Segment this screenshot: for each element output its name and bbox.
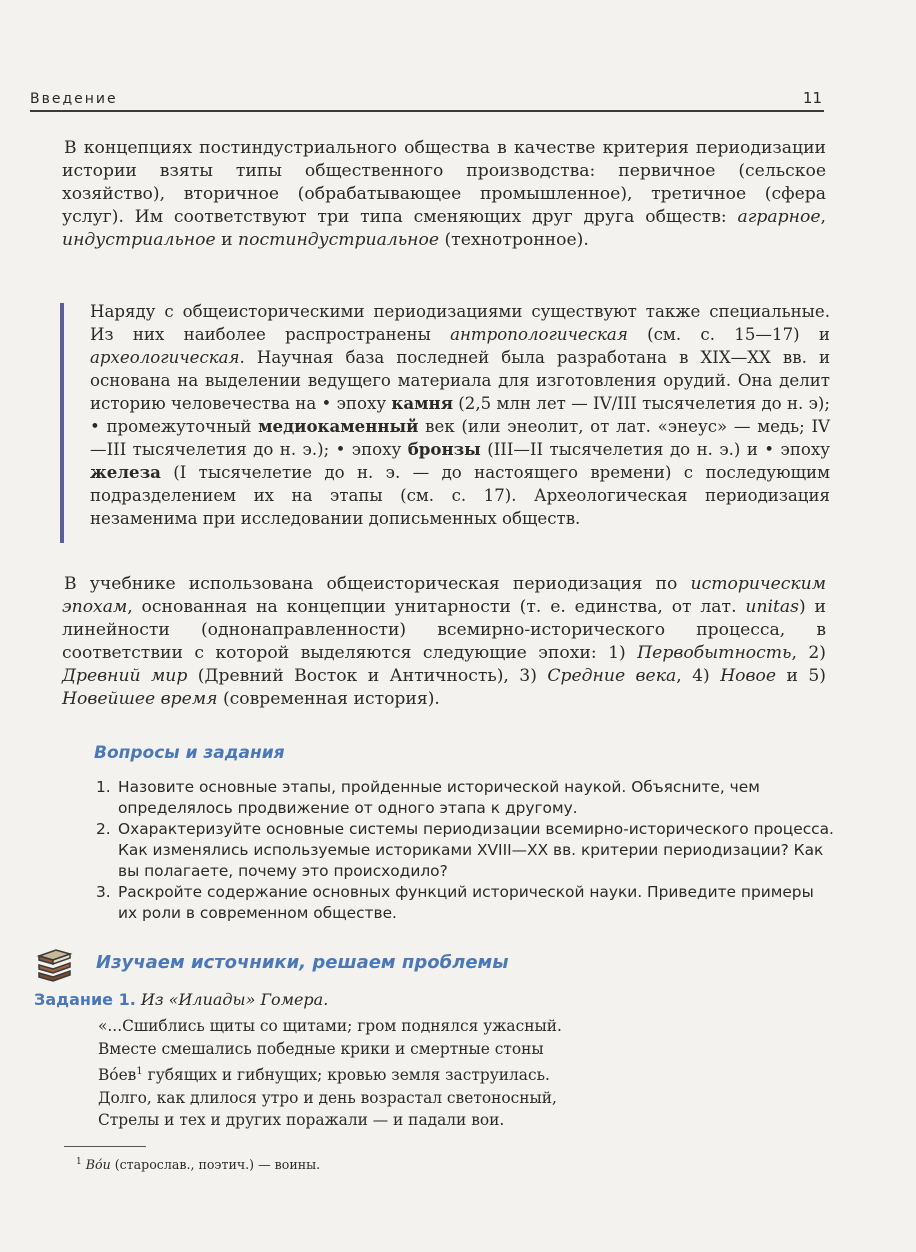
italic-term: антропологическая xyxy=(450,325,628,344)
footnote-divider xyxy=(64,1146,146,1147)
sources-heading: Изучаем источники, решаем проблемы xyxy=(96,952,509,973)
footnote-marker: 1 xyxy=(136,1065,143,1077)
italic-term: археологическая xyxy=(90,348,240,367)
text-run: (см. с. 15—17) и xyxy=(627,325,830,344)
poem-line: Долго, как длилося утро и день возрастал светоносный, xyxy=(98,1088,557,1107)
text-run: , основанная на концепции унитарности (т. е. единства, от лат. xyxy=(127,597,746,617)
text-run: (старослав., поэтич.) — воины. xyxy=(110,1157,321,1173)
list-item xyxy=(96,777,834,819)
text-run: ) и линейности (однонаправленности) всемирно-исторического процесса, в соответствии с которой выделяются следующие эпохи: 1) xyxy=(62,597,827,663)
sidebar-text xyxy=(90,300,830,530)
text-run: (I тысячелетие до н. э. — до настоящего времени) с последующим подразделением их на этапы (см. с. 17). Археологическая периодизация незаменима при исследовании дописьменных обществ. xyxy=(90,463,830,528)
page-number: 11 xyxy=(802,89,822,107)
poem-quote xyxy=(98,1015,658,1132)
footnote-marker: 1 xyxy=(76,1157,82,1167)
text-run: Наряду с общеисторическими периодизациями существуют также специальные. Из них наиболее распространены xyxy=(90,302,830,344)
text-run: В концепциях постиндустриального общества в качестве критерия периодизации истории взяты типы общественного производства: первичное (сельское хозяйство), вторичное (обрабатывающее промышленное), третичное (сфера услуг). Им соответствуют три типа сменяющих друг друга обществ: xyxy=(62,138,826,227)
bold-term: железа xyxy=(90,462,161,482)
task-text: Из «Илиады» Гомера. xyxy=(140,990,329,1009)
italic-term: индустриальное xyxy=(62,230,216,250)
text-run: (Древний Восток и Античность), 3) xyxy=(187,666,548,686)
footnote xyxy=(76,1157,320,1172)
text-run: , xyxy=(820,207,826,227)
task-title xyxy=(34,990,328,1009)
italic-term: историческим эпохам xyxy=(62,574,826,617)
list-item xyxy=(96,882,834,924)
italic-term: Средние века xyxy=(547,666,677,686)
text-run: . Научная база последней была разработана в XIX—XX вв. и основана на выделении ведущего материала для изготовления орудий. Она делит историю человечества на • эпоху xyxy=(90,348,830,413)
paragraph-periodization xyxy=(62,573,826,711)
paragraph-postindustrial xyxy=(62,137,826,252)
italic-term: Древний мир xyxy=(62,666,188,686)
sidebar-note xyxy=(60,293,832,551)
italic-term: аграрное xyxy=(737,207,821,227)
italic-term: Новейшее время xyxy=(62,689,218,709)
poem-line: «...Сшиблись щиты со щитами; гром поднялся ужасный. xyxy=(98,1017,562,1035)
questions-heading: Вопросы и задания xyxy=(94,743,285,763)
text-run: губящих и гибнущих; кровью земля заструилась. xyxy=(142,1065,550,1084)
list-number: 3. xyxy=(96,883,111,901)
text-run: В учебнике использована общеисторическая периодизация по xyxy=(64,574,691,594)
bold-term: бронзы xyxy=(407,439,481,459)
list-text: Назовите основные этапы, пройденные исторической наукой. Объясните, чем определялось продвижение от одного этапа к другому. xyxy=(118,778,760,817)
list-text: Охарактеризуйте основные системы периодизации всемирно-исторического процесса. Как изменялись используемые историками XVIII—XX вв. критерии периодизации? Как вы полагаете, почему это происходило? xyxy=(118,820,834,880)
sidebar-accent-bar xyxy=(60,303,64,543)
bold-term: медиокаменный xyxy=(258,416,419,436)
list-text: Раскройте содержание основных функций исторической науки. Приведите примеры их роли в современном обществе. xyxy=(118,883,814,922)
questions-list xyxy=(96,777,834,924)
list-item xyxy=(96,819,834,882)
text-run: и xyxy=(215,230,239,250)
task-label: Задание 1. xyxy=(34,990,136,1009)
italic-term: Новое xyxy=(720,666,777,686)
bold-term: камня xyxy=(391,393,453,413)
books-icon xyxy=(36,948,74,982)
poem-line: Вместе смешались победные крики и смертные стоны xyxy=(98,1039,544,1058)
list-number: 2. xyxy=(96,820,111,838)
poem-line xyxy=(98,1061,658,1087)
italic-term: постиндустриальное xyxy=(238,230,440,250)
text-run: , 4) xyxy=(676,666,721,686)
list-number: 1. xyxy=(96,778,111,796)
italic-term: Во́и xyxy=(85,1157,111,1173)
text-run: , 2) xyxy=(791,643,826,663)
section-title: Введение xyxy=(30,91,118,107)
italic-term: Первобытность xyxy=(637,643,792,663)
text-run: и 5) xyxy=(776,666,826,686)
text-run: век (или энеолит, от лат. «энеус» — медь; IV—III тысячелетия до н. э.); • эпоху xyxy=(90,417,831,459)
text-run: (III—II тысячелетия до н. э.) и • эпоху xyxy=(480,440,830,459)
poem-line: Стрелы и тех и других поражали — и падали вои. xyxy=(98,1111,505,1130)
text-run: Во́ев xyxy=(98,1065,137,1084)
text-run: (технотронное). xyxy=(439,230,589,250)
italic-term: unitas xyxy=(745,597,799,617)
text-run: (2,5 млн лет — IV/III тысячелетия до н. э); • промежуточный xyxy=(90,394,830,436)
text-run: (современная история). xyxy=(217,689,440,709)
running-header xyxy=(30,86,824,112)
